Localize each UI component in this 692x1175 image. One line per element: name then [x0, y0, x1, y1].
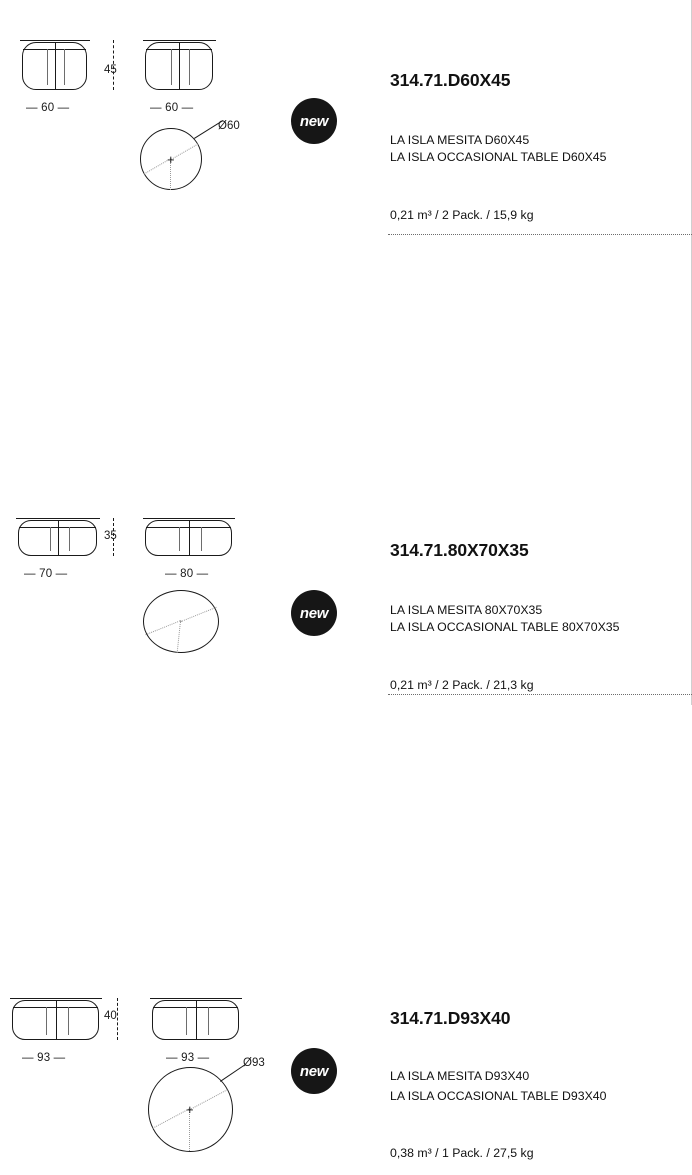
- technical-drawings: [0, 0, 380, 235]
- plan-center-mark: +: [186, 1102, 194, 1117]
- front-width-dimension: — 93 —: [166, 1052, 210, 1064]
- inner-line-left: [47, 49, 48, 85]
- product-code: 314.71.D60X45: [390, 70, 511, 90]
- side-width-dimension: — 60 —: [26, 102, 70, 114]
- inner-line-right: [208, 1007, 209, 1035]
- center-seam: [179, 43, 180, 89]
- top-plate-line: [10, 998, 102, 999]
- side-width-dimension: — 93 —: [22, 1052, 66, 1064]
- product-description-es: LA ISLA MESITA D60X45: [390, 133, 530, 147]
- top-plate-line: [20, 40, 90, 41]
- front-width-dimension: — 60 —: [150, 102, 194, 114]
- packing-info: 0,38 m³ / 1 Pack. / 27,5 kg: [390, 1146, 534, 1160]
- height-dimension-label: 45: [104, 64, 117, 76]
- top-plate-line: [143, 40, 216, 41]
- product-code: 314.71.80X70X35: [390, 540, 529, 560]
- packing-info: 0,21 m³ / 2 Pack. / 21,3 kg: [390, 678, 534, 692]
- table-body-outline: [152, 1000, 239, 1040]
- inner-line-left: [186, 1007, 187, 1035]
- height-dimension-line: [117, 998, 118, 1040]
- product-description-en: LA ISLA OCCASIONAL TABLE D60X45: [390, 150, 607, 164]
- height-dimension-label: 35: [104, 530, 117, 542]
- front-width-dimension: — 80 —: [165, 568, 209, 580]
- product-row: [0, 0, 692, 235]
- inner-line-left: [171, 49, 172, 85]
- product-description-en: LA ISLA OCCASIONAL TABLE 80X70X35: [390, 620, 620, 634]
- product-row: [0, 470, 692, 1160]
- center-seam: [56, 1001, 57, 1039]
- center-seam: [196, 1001, 197, 1039]
- inner-line-left: [46, 1007, 47, 1035]
- product-description-en: LA ISLA OCCASIONAL TABLE D93X40: [390, 1089, 607, 1103]
- plan-center-mark: +: [167, 152, 175, 167]
- inner-line-right: [189, 49, 190, 85]
- diameter-leader: [220, 1064, 245, 1082]
- table-body-outline: [12, 1000, 99, 1040]
- product-code: 314.71.D93X40: [390, 1008, 511, 1028]
- table-body-outline: [145, 42, 213, 90]
- new-badge: new: [291, 1048, 337, 1094]
- table-body-outline: [22, 42, 87, 90]
- new-badge: new: [291, 590, 337, 636]
- side-width-dimension: — 70 —: [24, 568, 68, 580]
- height-dimension-label: 40: [104, 1010, 117, 1022]
- center-seam: [55, 43, 56, 89]
- packing-info: 0,21 m³ / 2 Pack. / 15,9 kg: [390, 208, 534, 222]
- inner-line-right: [64, 49, 65, 85]
- inner-line-right: [68, 1007, 69, 1035]
- diameter-label: Ø93: [243, 1057, 265, 1069]
- product-row: [0, 235, 692, 692]
- product-description-es: LA ISLA MESITA D93X40: [390, 1069, 530, 1083]
- new-badge: new: [291, 98, 337, 144]
- top-plate-line: [150, 998, 242, 999]
- diameter-label: Ø60: [218, 120, 240, 132]
- product-description-es: LA ISLA MESITA 80X70X35: [390, 603, 543, 617]
- technical-drawings: [0, 940, 380, 1175]
